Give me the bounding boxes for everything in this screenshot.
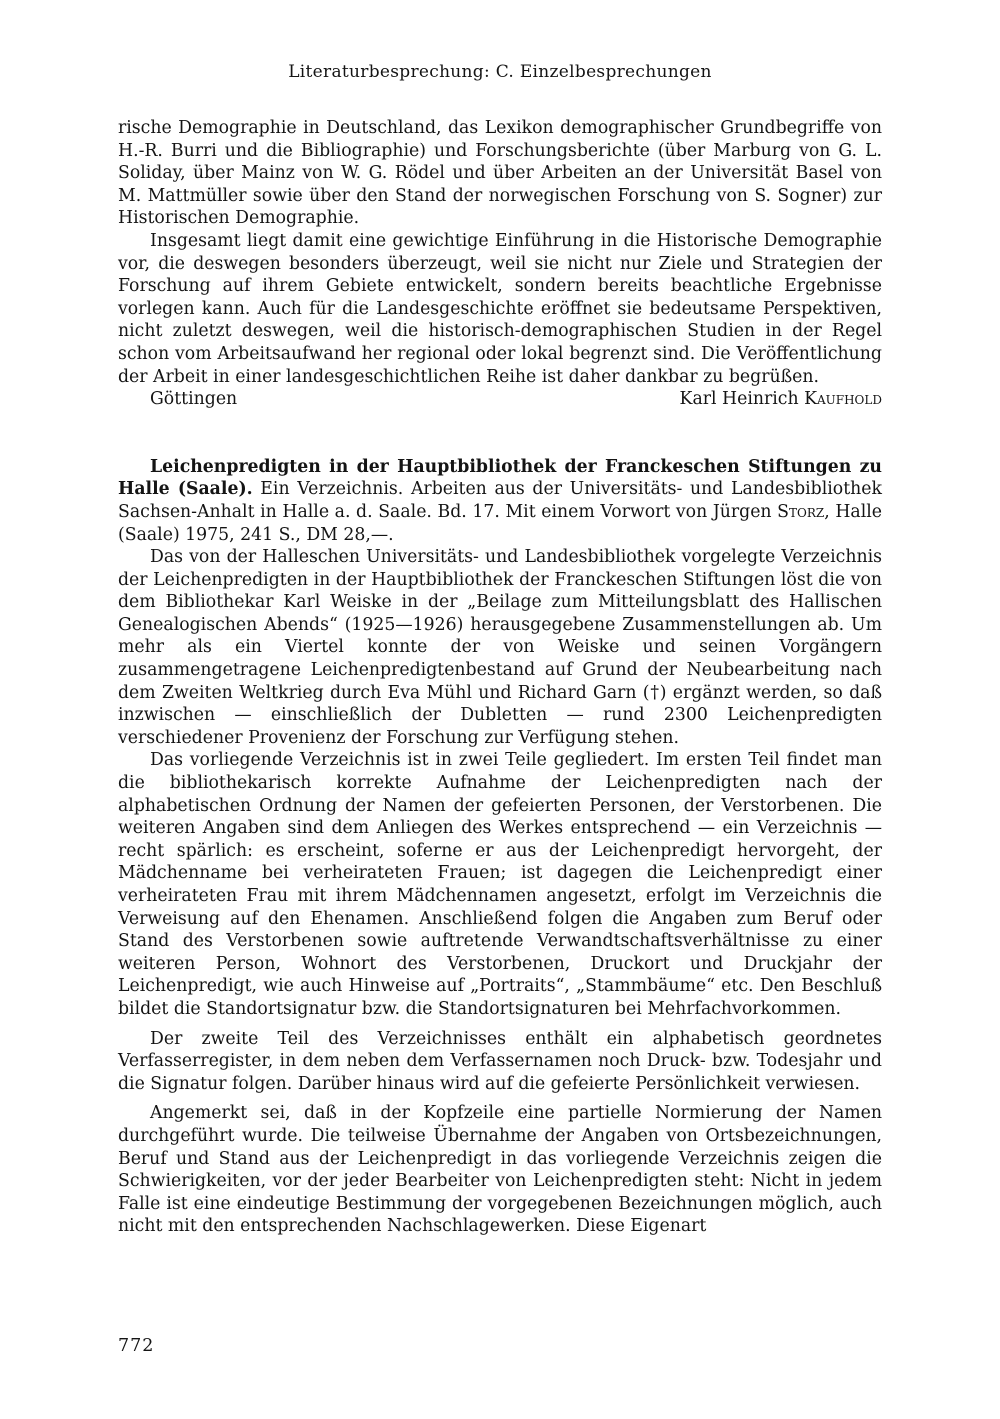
review1-reviewer — [680, 388, 882, 411]
reviewer-first-name: Karl Heinrich — [679, 389, 799, 410]
review2-paragraph-3: Der zweite Teil des Verzeichnisses enthält ein alphabetisch geordnetes Verfasserregister, in dem neben dem Verfassernamen noch Druck- bzw. Todesjahr und die Signatur folgen. Darüber hinaus wird auf die gefeierte Persönlichkeit verwiesen. — [118, 1028, 882, 1094]
reviewer-last-name: Kaufhold — [804, 389, 882, 410]
review2-paragraph-2: Das vorliegende Verzeichnis ist in zwei Teile gegliedert. Im ersten Teil findet man die bibliothekarisch korrekte Aufnahme der Leichenpredigten nach der alphabetischen Ordnung der Namen der gefeierten Personen, der Verstorbenen. Die weiteren Angaben sind dem Anliegen des Werkes entsprechend — ein Verzeichnis — recht spärlich: es erscheint, soferne er aus der Leichenpredigt hervorgeht, der Mädchenname bei verheirateten Frauen; ist dagegen die Leichenpredigt einer verheirateten Frau mit ihrem Mädchennamen angesetzt, erfolgt im Verzeichnis die Verweisung auf den Ehenamen. Anschließend folgen die Angaben zum Beruf oder Stand des Verstorbenen sowie auftretende Verwandtschaftsverhältnisse zu einer weiteren Person, Wohnort des Verstorbenen, Druckort und Druckjahr der Leichenpredigt, wie auch Hinweise auf „Portraits“, „Stammbäume“ etc. Den Beschluß bildet die Standortsignatur bzw. die Standortsignaturen bei Mehrfachvorkommen. — [118, 750, 882, 1019]
review2-title: Leichenpredigten in der Hauptbibliothek der Franckeschen Stiftungen zu Halle (Saale). — [118, 456, 882, 500]
page-number: 772 — [118, 1336, 155, 1356]
review2-bibliographic-heading — [118, 456, 882, 546]
review2-paragraph-1: Das von der Halleschen Universitäts- und Landesbibliothek vorgelegte Verzeichnis der Leichenpredigten in der Hauptbibliothek der Franckeschen Stiftungen löst die von dem Bibliothekar Karl Weiske in der „Beilage zum Mitteilungsblatt des Hallischen Genealogischen Abends“ (1925—1926) herausgegebene Zusammenstellungen ab. Um mehr als ein Viertel konnte der von Weiske und seinen Vorgängern zusammengetragene Leichenpredigtenbestand auf Grund der Neubearbeitung nach dem Zweiten Weltkrieg durch Eva Mühl und Richard Garn (†) ergänzt werden, so daß inzwischen — einschließlich der Dubletten — rund 2300 Leichenpredigten verschiedener Provenienz der Forschung zur Verfügung stehen. — [118, 547, 882, 748]
review1-paragraph-1: rische Demographie in Deutschland, das Lexikon demographischer Grundbegriffe von H.-R. Burri und die Bibliographie) und Forschungsberichte (über Marburg von G. L. Soliday, über Mainz von W. G. Rödel und über Arbeiten an der Universität Basel von M. Mattmüller sowie über den Stand der norwegischen Forschung von S. Sogner) zur Historischen Demographie. — [118, 118, 882, 229]
review2-publication-info: , Halle (Saale) 1975, 241 S., DM 28,—. — [118, 501, 882, 545]
running-header: Literaturbesprechung: C. Einzelbesprechungen — [288, 62, 712, 82]
section-gap — [118, 411, 882, 456]
review1-signature — [118, 388, 882, 411]
review2-series-info: Ein Verzeichnis. Arbeiten aus der Universitäts- und Landesbibliothek Sachsen-Anhalt in Halle a. d. Saale. Bd. 17. Mit einem Vorwort von Jürgen — [118, 479, 882, 522]
review1-paragraph-2: Insgesamt liegt damit eine gewichtige Einführung in die Historische Demographie vor, die deswegen besonders überzeugt, weil sie nicht nur Ziele und Strategien der Forschung auf ihrem Gebiete entwickelt, sondern bereits beachtliche Ergebnisse vorlegen kann. Auch für die Landesgeschichte eröffnet sie bedeutsame Perspektiven, nicht zuletzt deswegen, weil die historisch-demographischen Studien in der Regel schon vom Arbeitsaufwand her regional oder lokal begrenzt sind. Die Veröffentlichung der Arbeit in einer landesgeschichtlichen Reihe ist daher dankbar zu begrüßen. — [118, 230, 882, 387]
review2-editor: Storz — [777, 501, 825, 522]
page-body — [118, 117, 882, 1238]
review2-paragraph-4: Angemerkt sei, daß in der Kopfzeile eine partielle Normierung der Namen durchgeführt wurde. Die teilweise Übernahme der Angaben von Ortsbezeichnungen, Beruf und Stand aus der Leichenpredigt in das vorliegende Verzeichnis zeigen die Schwierigkeiten, vor der jeder Bearbeiter von Leichenpredigten steht: Nicht in jedem Falle ist eine eindeutige Bestimmung der vorgegebenen Bezeichnungen möglich, auch nicht mit den entsprechenden Nachschlagewerken. Diese Eigenart — [118, 1103, 882, 1237]
review1-place: Göttingen — [150, 389, 238, 410]
